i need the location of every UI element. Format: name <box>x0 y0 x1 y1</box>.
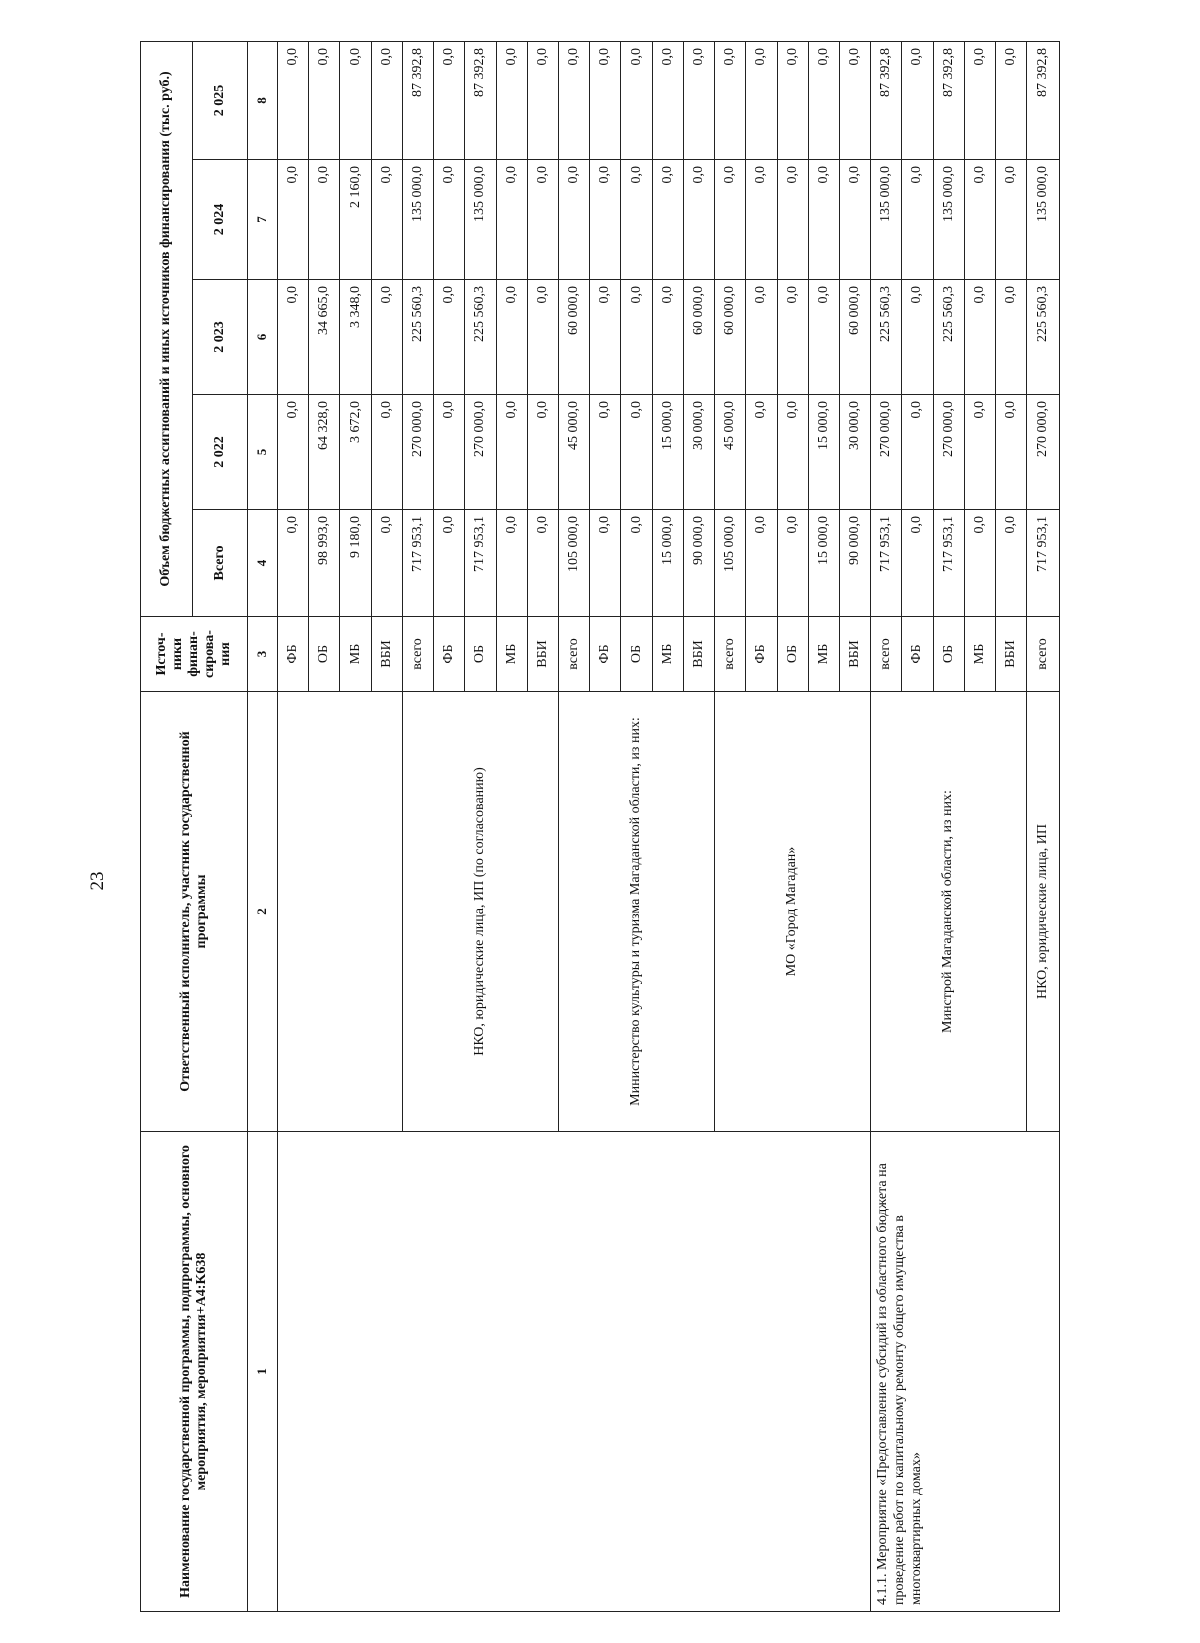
rotated-table-container <box>140 42 1060 1612</box>
value-2024: 0,0 <box>746 160 777 280</box>
value-2022: 30 000,0 <box>839 395 870 510</box>
value-total: 717 953,1 <box>1027 510 1060 617</box>
funding-source: МБ <box>496 617 527 692</box>
program-name-cell-empty <box>278 1132 871 1612</box>
value-2025: 0,0 <box>496 41 527 159</box>
value-2025: 0,0 <box>746 41 777 159</box>
value-2025: 0,0 <box>278 41 309 159</box>
value-2023: 0,0 <box>746 280 777 395</box>
value-2025: 0,0 <box>371 41 402 159</box>
funding-source: ВБИ <box>527 617 558 692</box>
column-number: 7 <box>248 160 278 280</box>
value-2023: 225 560,3 <box>402 280 433 395</box>
value-2022: 270 000,0 <box>933 395 964 510</box>
value-total: 90 000,0 <box>839 510 870 617</box>
value-2025: 0,0 <box>964 41 995 159</box>
value-2024: 0,0 <box>839 160 870 280</box>
header-year-2024: 2 024 <box>193 160 248 280</box>
value-2023: 0,0 <box>964 280 995 395</box>
value-total: 0,0 <box>278 510 309 617</box>
value-total: 717 953,1 <box>933 510 964 617</box>
value-2022: 0,0 <box>278 395 309 510</box>
value-2024: 0,0 <box>902 160 933 280</box>
value-2024: 0,0 <box>278 160 309 280</box>
value-2024: 2 160,0 <box>340 160 371 280</box>
value-2024: 135 000,0 <box>402 160 433 280</box>
page-number: 23 <box>87 871 108 891</box>
header-budget-group: Объем бюджетных ассигнований и иных источников финансирования (тыс. руб.) <box>141 41 193 616</box>
header-year-2022: 2 022 <box>193 395 248 510</box>
funding-source: ФБ <box>746 617 777 692</box>
value-2025: 87 392,8 <box>465 41 496 159</box>
value-total: 717 953,1 <box>402 510 433 617</box>
header-program-name: Наименование государственной программы, подпрограммы, основного мероприятия, мероприятия+A4:K638 <box>141 1132 248 1612</box>
header-year-2025: 2 025 <box>193 41 248 159</box>
value-2024: 0,0 <box>964 160 995 280</box>
value-2023: 60 000,0 <box>715 280 746 395</box>
value-2022: 0,0 <box>996 395 1027 510</box>
value-2023: 34 665,0 <box>309 280 340 395</box>
value-2024: 0,0 <box>309 160 340 280</box>
value-2023: 225 560,3 <box>871 280 902 395</box>
header-executor: Ответственный исполнитель, участник государственной программы <box>141 692 248 1132</box>
value-total: 0,0 <box>777 510 808 617</box>
value-2024: 0,0 <box>777 160 808 280</box>
value-2023: 0,0 <box>371 280 402 395</box>
value-total: 98 993,0 <box>309 510 340 617</box>
value-total: 0,0 <box>996 510 1027 617</box>
value-2023: 0,0 <box>278 280 309 395</box>
value-2025: 0,0 <box>558 41 589 159</box>
funding-source: всего <box>715 617 746 692</box>
budget-table <box>140 41 1060 1612</box>
value-2022: 0,0 <box>527 395 558 510</box>
value-2022: 0,0 <box>777 395 808 510</box>
value-total: 0,0 <box>496 510 527 617</box>
value-2024: 0,0 <box>996 160 1027 280</box>
value-total: 15 000,0 <box>652 510 683 617</box>
funding-source: всего <box>871 617 902 692</box>
value-2025: 0,0 <box>683 41 714 159</box>
column-number: 2 <box>248 692 278 1132</box>
value-total: 0,0 <box>746 510 777 617</box>
value-2025: 0,0 <box>590 41 621 159</box>
funding-source: МБ <box>652 617 683 692</box>
funding-source: ВБИ <box>683 617 714 692</box>
value-2024: 0,0 <box>621 160 652 280</box>
value-2022: 0,0 <box>371 395 402 510</box>
column-number: 6 <box>248 280 278 395</box>
executor-mo-magadan: МО «Город Магадан» <box>715 692 871 1132</box>
value-2024: 135 000,0 <box>465 160 496 280</box>
funding-source: МБ <box>964 617 995 692</box>
value-2024: 0,0 <box>808 160 839 280</box>
value-2022: 0,0 <box>621 395 652 510</box>
value-2025: 0,0 <box>777 41 808 159</box>
funding-source: ВБИ <box>839 617 870 692</box>
value-2024: 0,0 <box>558 160 589 280</box>
value-2024: 0,0 <box>496 160 527 280</box>
value-2023: 225 560,3 <box>933 280 964 395</box>
value-total: 717 953,1 <box>465 510 496 617</box>
value-2022: 0,0 <box>590 395 621 510</box>
value-2024: 0,0 <box>527 160 558 280</box>
value-2025: 0,0 <box>434 41 465 159</box>
value-total: 0,0 <box>902 510 933 617</box>
value-2025: 87 392,8 <box>1027 41 1060 159</box>
funding-source: ОБ <box>933 617 964 692</box>
activity-name: 4.1.1. Мероприятие «Предоставление субсидий из областного бюджета на проведение работ по капитальному ремонту общего имущества в многоквартирных домах» <box>871 1132 1060 1612</box>
funding-source: МБ <box>340 617 371 692</box>
value-total: 0,0 <box>371 510 402 617</box>
value-2025: 0,0 <box>808 41 839 159</box>
value-2023: 225 560,3 <box>465 280 496 395</box>
value-total: 90 000,0 <box>683 510 714 617</box>
value-2023: 0,0 <box>777 280 808 395</box>
value-2023: 0,0 <box>434 280 465 395</box>
executor-ministry-culture: Министерство культуры и туризма Магаданской области, из них: <box>558 692 714 1132</box>
value-2023: 60 000,0 <box>839 280 870 395</box>
value-2022: 270 000,0 <box>465 395 496 510</box>
value-2025: 0,0 <box>839 41 870 159</box>
value-total: 717 953,1 <box>871 510 902 617</box>
value-2024: 0,0 <box>371 160 402 280</box>
value-2024: 0,0 <box>715 160 746 280</box>
table-row <box>871 41 902 1611</box>
funding-source: всего <box>402 617 433 692</box>
value-2022: 270 000,0 <box>871 395 902 510</box>
executor-minstroy: Минстрой Магаданской области, из них: <box>871 692 1027 1132</box>
table-body <box>278 41 1060 1611</box>
value-2022: 0,0 <box>746 395 777 510</box>
value-2022: 3 672,0 <box>340 395 371 510</box>
value-2022: 15 000,0 <box>652 395 683 510</box>
value-2023: 225 560,3 <box>1027 280 1060 395</box>
value-2023: 0,0 <box>527 280 558 395</box>
value-2023: 60 000,0 <box>558 280 589 395</box>
value-2024: 135 000,0 <box>933 160 964 280</box>
value-2025: 0,0 <box>715 41 746 159</box>
value-2023: 0,0 <box>996 280 1027 395</box>
value-total: 0,0 <box>621 510 652 617</box>
executor-nko: НКО, юридические лица, ИП (по согласованию) <box>402 692 558 1132</box>
header-year-2023: 2 023 <box>193 280 248 395</box>
value-total: 0,0 <box>964 510 995 617</box>
value-2025: 0,0 <box>527 41 558 159</box>
value-2022: 30 000,0 <box>683 395 714 510</box>
funding-source: ВБИ <box>996 617 1027 692</box>
value-2025: 0,0 <box>652 41 683 159</box>
value-2025: 87 392,8 <box>871 41 902 159</box>
funding-source: ВБИ <box>371 617 402 692</box>
funding-source: ФБ <box>902 617 933 692</box>
value-2024: 0,0 <box>683 160 714 280</box>
value-total: 15 000,0 <box>808 510 839 617</box>
value-2025: 0,0 <box>309 41 340 159</box>
header-funding-source: Источ-ники финан-сирова-ния <box>141 617 248 692</box>
value-2022: 64 328,0 <box>309 395 340 510</box>
funding-source: ФБ <box>590 617 621 692</box>
value-2023: 0,0 <box>590 280 621 395</box>
value-2025: 0,0 <box>996 41 1027 159</box>
value-total: 9 180,0 <box>340 510 371 617</box>
value-2025: 0,0 <box>902 41 933 159</box>
value-2022: 15 000,0 <box>808 395 839 510</box>
value-total: 0,0 <box>527 510 558 617</box>
executor-nko-2: НКО, юридические лица, ИП <box>1027 692 1060 1132</box>
funding-source: МБ <box>808 617 839 692</box>
funding-source: ОБ <box>777 617 808 692</box>
value-2022: 270 000,0 <box>1027 395 1060 510</box>
value-2024: 135 000,0 <box>1027 160 1060 280</box>
value-2022: 45 000,0 <box>558 395 589 510</box>
header-total: Всего <box>193 510 248 617</box>
table-row <box>278 41 309 1611</box>
value-2025: 87 392,8 <box>933 41 964 159</box>
value-2022: 270 000,0 <box>402 395 433 510</box>
value-total: 105 000,0 <box>715 510 746 617</box>
value-2022: 0,0 <box>434 395 465 510</box>
value-2025: 0,0 <box>621 41 652 159</box>
value-2023: 0,0 <box>902 280 933 395</box>
value-total: 0,0 <box>590 510 621 617</box>
value-2022: 0,0 <box>964 395 995 510</box>
executor-cell-empty <box>278 692 403 1132</box>
column-number: 5 <box>248 395 278 510</box>
value-2023: 3 348,0 <box>340 280 371 395</box>
funding-source: всего <box>558 617 589 692</box>
funding-source: ФБ <box>278 617 309 692</box>
value-2023: 60 000,0 <box>683 280 714 395</box>
value-2023: 0,0 <box>621 280 652 395</box>
value-2024: 135 000,0 <box>871 160 902 280</box>
value-2022: 45 000,0 <box>715 395 746 510</box>
value-2024: 0,0 <box>652 160 683 280</box>
value-2023: 0,0 <box>808 280 839 395</box>
value-2023: 0,0 <box>652 280 683 395</box>
funding-source: ОБ <box>465 617 496 692</box>
funding-source: ОБ <box>309 617 340 692</box>
value-2024: 0,0 <box>590 160 621 280</box>
value-total: 0,0 <box>434 510 465 617</box>
value-total: 105 000,0 <box>558 510 589 617</box>
column-number: 1 <box>248 1132 278 1612</box>
column-number: 4 <box>248 510 278 617</box>
value-2024: 0,0 <box>434 160 465 280</box>
value-2025: 0,0 <box>340 41 371 159</box>
column-number: 8 <box>248 41 278 159</box>
value-2022: 0,0 <box>902 395 933 510</box>
value-2022: 0,0 <box>496 395 527 510</box>
funding-source: ФБ <box>434 617 465 692</box>
funding-source: ОБ <box>621 617 652 692</box>
column-number: 3 <box>248 617 278 692</box>
value-2025: 87 392,8 <box>402 41 433 159</box>
funding-source: всего <box>1027 617 1060 692</box>
value-2023: 0,0 <box>496 280 527 395</box>
